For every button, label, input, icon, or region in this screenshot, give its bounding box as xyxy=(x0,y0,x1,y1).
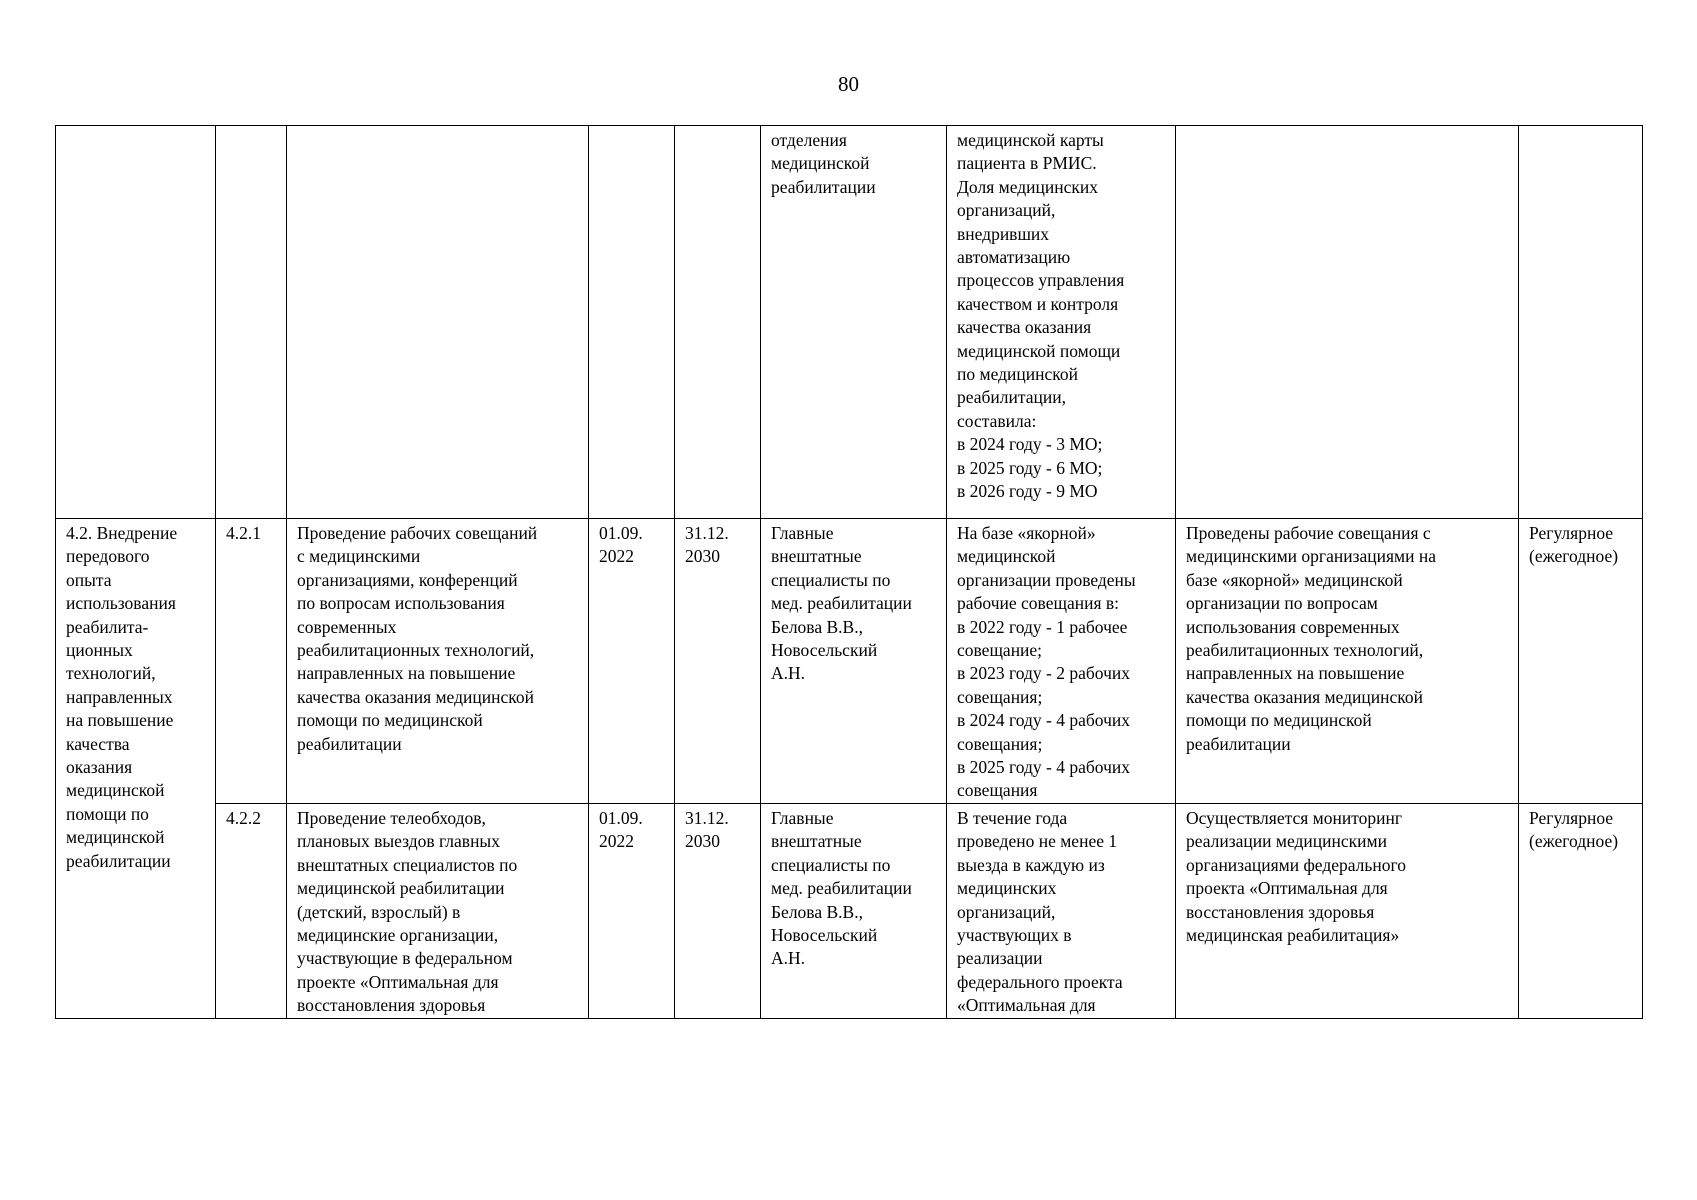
text-line: медицинской xyxy=(771,153,870,174)
text-line: участвующие в федеральном xyxy=(297,948,513,969)
text-line: направленных на повышение xyxy=(1186,663,1405,684)
text-line: рабочие совещания в: xyxy=(957,593,1119,614)
cell-end-date xyxy=(675,519,761,804)
text-line: внедривших xyxy=(957,223,1050,244)
text-line: в 2023 году - 2 рабочих xyxy=(957,663,1130,684)
text-line: Главные xyxy=(771,807,834,828)
text-line: с медицинскими xyxy=(297,546,421,567)
text-line: специалисты по xyxy=(771,569,891,590)
text-line: 2022 xyxy=(599,546,634,567)
text-line: организации проведены xyxy=(957,569,1136,590)
text-line: совещания; xyxy=(957,733,1043,754)
text-line: в 2025 году - 4 рабочих xyxy=(957,757,1130,778)
text-line: Новосельский xyxy=(771,640,878,661)
text-line: 01.09. xyxy=(599,523,643,543)
cell-result xyxy=(1176,519,1519,804)
text-line: реабилитационных технологий, xyxy=(297,640,535,661)
text-line: восстановления здоровья xyxy=(1186,901,1375,922)
text-line: медицинской xyxy=(957,546,1056,567)
text-line: плановых выездов главных xyxy=(297,831,500,852)
text-line: помощи по xyxy=(66,803,149,824)
text-line: специалисты по xyxy=(771,854,891,875)
cell-activity xyxy=(287,803,589,1018)
cell-result xyxy=(1176,126,1519,519)
cell-number xyxy=(216,126,287,519)
text-line: медицинской xyxy=(66,827,165,848)
text-line: 01.09. xyxy=(599,807,643,828)
text-line: организаций, xyxy=(957,901,1056,922)
text-line: 31.12. xyxy=(685,523,729,543)
text-line: Доля медицинских xyxy=(957,176,1098,197)
cell-indicator xyxy=(947,126,1176,519)
text-line: по медицинской xyxy=(957,364,1078,385)
text-line: качества xyxy=(66,733,130,754)
text-line: 2030 xyxy=(685,831,720,852)
table-row xyxy=(56,803,1643,1018)
text-line: проекта «Оптимальная для xyxy=(1186,878,1388,899)
text-line: внештатные xyxy=(771,831,862,852)
page-number: 80 xyxy=(838,72,859,96)
cell-result xyxy=(1176,803,1519,1018)
text-line: Белова В.В., xyxy=(771,616,863,637)
cell-end-date xyxy=(675,803,761,1018)
cell-start-date xyxy=(589,519,675,804)
text-line: (ежегодное) xyxy=(1529,831,1619,852)
text-line: совещания xyxy=(957,780,1038,801)
text-line: качества оказания медицинской xyxy=(1186,686,1423,707)
text-line: передового xyxy=(66,546,150,567)
text-line: реабилитации xyxy=(297,733,402,754)
text-line: использования современных xyxy=(1186,616,1400,637)
text-line: 31.12. xyxy=(685,807,729,828)
text-line: На базе «якорной» xyxy=(957,523,1096,543)
text-line: медицинской помощи xyxy=(957,340,1121,361)
text-line: реализации xyxy=(957,948,1043,969)
text-line: мед. реабилитации xyxy=(771,593,912,614)
cell-indicator xyxy=(947,803,1176,1018)
text-line: реабилитации xyxy=(66,850,171,871)
text-line: внештатных специалистов по xyxy=(297,854,518,875)
text-line: проведено не менее 1 xyxy=(957,831,1118,852)
text-line: восстановления здоровья xyxy=(297,995,486,1016)
text-line: технологий, xyxy=(66,663,156,684)
text-line: пациента в РМИС. xyxy=(957,153,1097,174)
text-line: Белова В.В., xyxy=(771,901,863,922)
text-line: Осуществляется мониторинг xyxy=(1186,807,1403,828)
text-line: (ежегодное) xyxy=(1529,546,1619,567)
text-line: реабилитации, xyxy=(957,387,1066,408)
text-line: медицинская реабилитация» xyxy=(1186,924,1400,945)
text-line: реабилитации xyxy=(771,176,876,197)
text-line: организациями, конференций xyxy=(297,569,518,590)
text-line: организации по вопросам xyxy=(1186,593,1378,614)
text-line: Главные xyxy=(771,523,834,543)
text-line: реабилитационных технологий, xyxy=(1186,640,1424,661)
text-line: внештатные xyxy=(771,546,862,567)
text-line: оказания xyxy=(66,757,133,778)
text-line: выезда в каждую из xyxy=(957,854,1105,875)
text-line: по вопросам использования xyxy=(297,593,505,614)
text-line: в 2025 году - 6 МО; xyxy=(957,457,1103,478)
text-line: современных xyxy=(297,616,397,637)
text-line: реализации медицинскими xyxy=(1186,831,1387,852)
text-line: качества оказания медицинской xyxy=(297,686,534,707)
text-line: базе «якорной» медицинской xyxy=(1186,569,1403,590)
cell-responsible xyxy=(761,519,947,804)
cell-start-date xyxy=(589,803,675,1018)
text-line: реабилита- xyxy=(66,616,149,637)
text-line: опыта xyxy=(66,569,112,590)
text-line: Проведение рабочих совещаний xyxy=(297,523,538,543)
text-line: совещание; xyxy=(957,640,1043,661)
text-line: Проведение телеобходов, xyxy=(297,807,486,828)
cell-responsible xyxy=(761,803,947,1018)
cell-periodicity xyxy=(1519,126,1643,519)
cell-task xyxy=(56,126,216,519)
cell-task-merged xyxy=(56,519,216,1019)
cell-activity xyxy=(287,126,589,519)
text-line: качества оказания xyxy=(957,317,1092,338)
text-line: ционных xyxy=(66,640,133,661)
cell-periodicity xyxy=(1519,803,1643,1018)
text-line: организациями федерального xyxy=(1186,854,1406,875)
text-line: организаций, xyxy=(957,200,1056,221)
text-line: медицинской xyxy=(66,780,165,801)
text-line: Проведены рабочие совещания с xyxy=(1186,523,1431,543)
text-line: медицинской реабилитации xyxy=(297,878,505,899)
cell-indicator xyxy=(947,519,1176,804)
text-line: помощи по медицинской xyxy=(1186,710,1372,731)
activities-table xyxy=(55,125,1643,1019)
cell-number: 4.2.1 xyxy=(216,519,287,804)
cell-number: 4.2.2 xyxy=(216,803,287,1018)
text-line: мед. реабилитации xyxy=(771,878,912,899)
text-line: Новосельский xyxy=(771,924,878,945)
cell-responsible xyxy=(761,126,947,519)
text-line: федерального проекта xyxy=(957,971,1123,992)
text-line: процессов управления xyxy=(957,270,1125,291)
text-line: 4.2. Внедрение xyxy=(66,523,178,543)
text-line: А.Н. xyxy=(771,663,806,684)
text-line: в 2026 году - 9 МО xyxy=(957,481,1098,502)
cell-periodicity xyxy=(1519,519,1643,804)
text-line: медицинских xyxy=(957,878,1057,899)
text-line: составила: xyxy=(957,410,1037,431)
text-line: в 2024 году - 3 МО; xyxy=(957,434,1103,455)
text-line: В течение года xyxy=(957,807,1068,828)
text-line: А.Н. xyxy=(771,948,806,969)
text-line: использования xyxy=(66,593,176,614)
cell-start-date xyxy=(589,126,675,519)
text-line: проекте «Оптимальная для xyxy=(297,971,499,992)
text-line: качеством и контроля xyxy=(957,293,1119,314)
text-line: медицинские организации, xyxy=(297,924,499,945)
text-line: реабилитации xyxy=(1186,733,1291,754)
text-line: совещания; xyxy=(957,686,1043,707)
text-line: на повышение xyxy=(66,710,174,731)
text-line: направленных на повышение xyxy=(297,663,516,684)
text-line: медицинской карты xyxy=(957,130,1104,150)
table-row xyxy=(56,519,1643,804)
text-line: в 2022 году - 1 рабочее xyxy=(957,616,1128,637)
text-line: Регулярное xyxy=(1529,807,1614,828)
text-line: «Оптимальная для xyxy=(957,995,1096,1016)
text-line: отделения xyxy=(771,130,847,150)
table-row xyxy=(56,126,1643,519)
text-line: помощи по медицинской xyxy=(297,710,483,731)
text-line: направленных xyxy=(66,686,173,707)
cell-end-date xyxy=(675,126,761,519)
text-line: автоматизацию xyxy=(957,247,1071,268)
text-line: медицинскими организациями на xyxy=(1186,546,1437,567)
cell-activity xyxy=(287,519,589,804)
text-line: в 2024 году - 4 рабочих xyxy=(957,710,1130,731)
text-line: 2030 xyxy=(685,546,720,567)
text-line: 2022 xyxy=(599,831,634,852)
text-line: участвующих в xyxy=(957,924,1072,945)
text-line: Регулярное xyxy=(1529,523,1614,543)
text-line: (детский, взрослый) в xyxy=(297,901,461,922)
